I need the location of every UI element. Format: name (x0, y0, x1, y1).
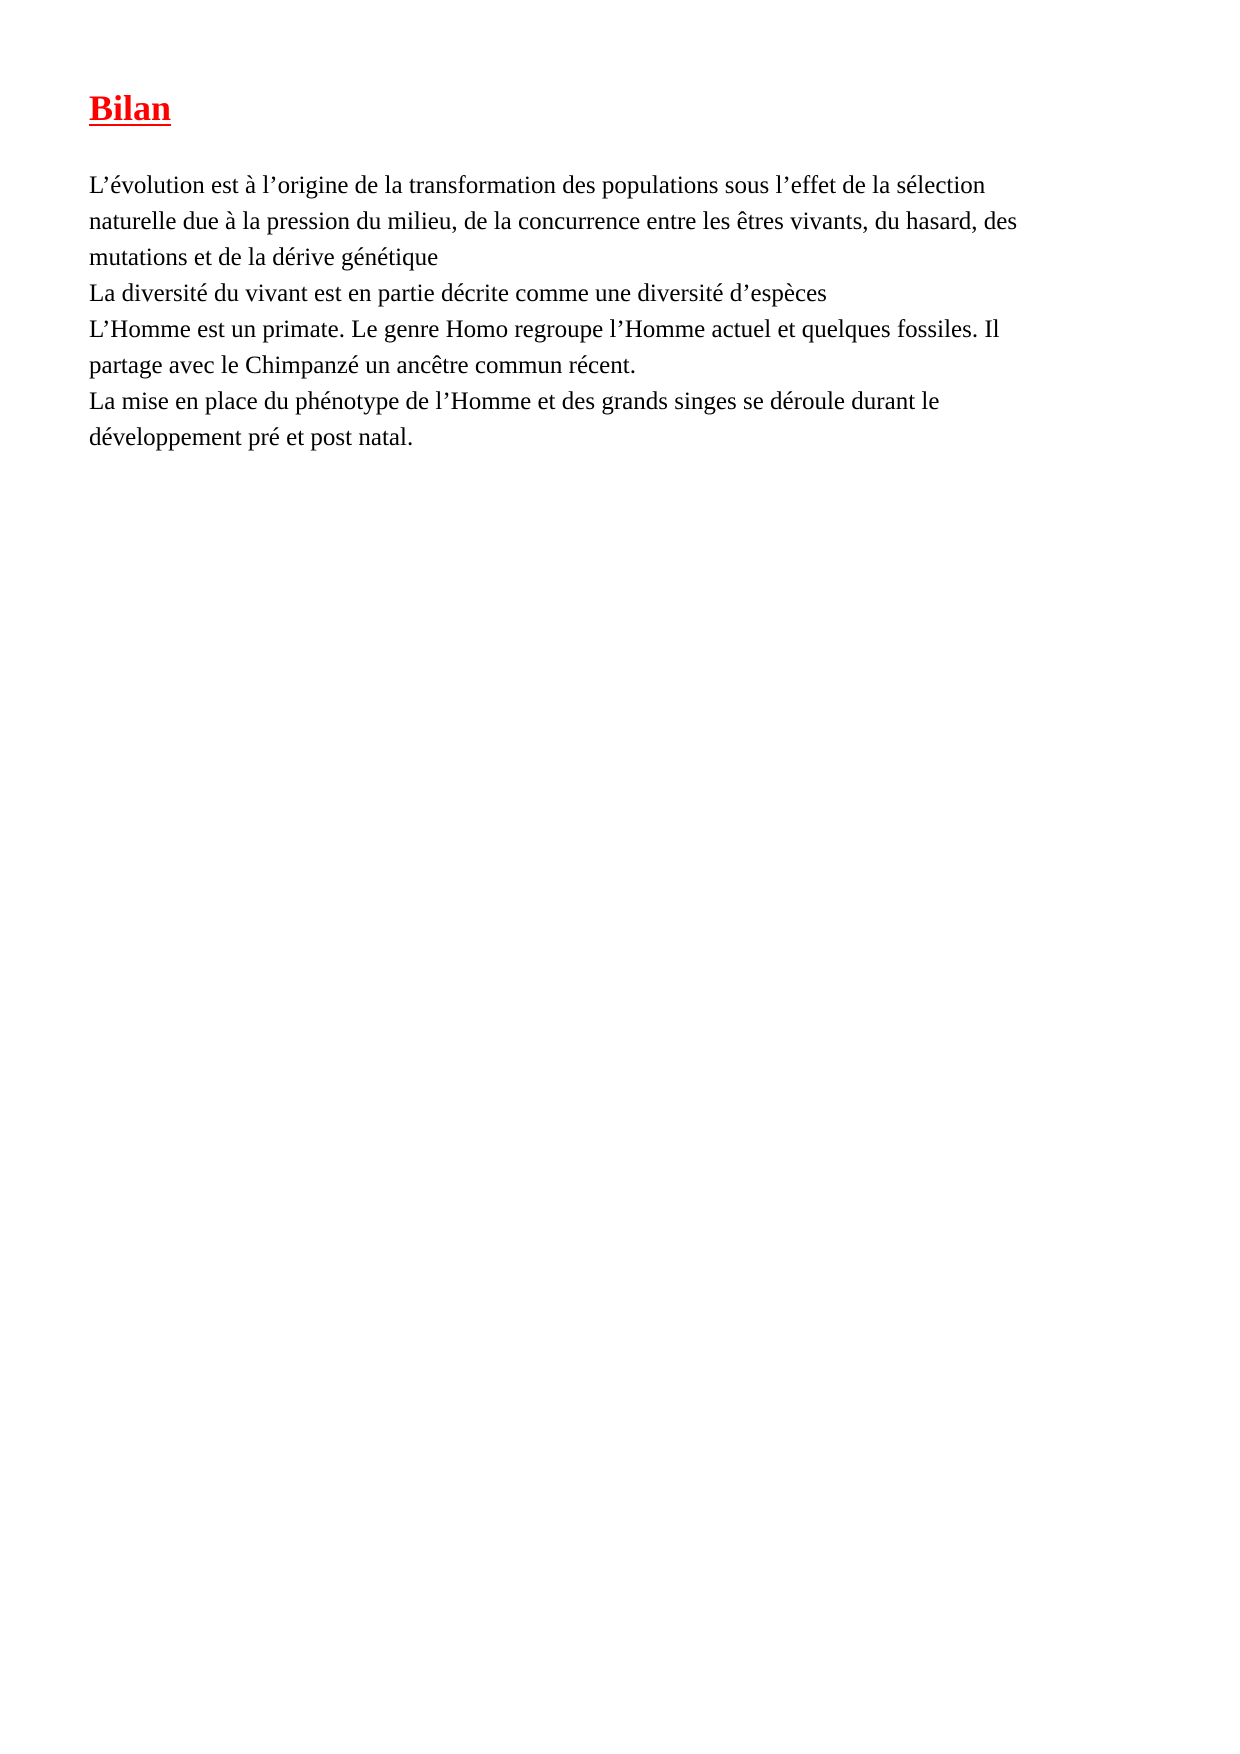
text-line: partage avec le Chimpanzé un ancêtre commun récent. (89, 352, 636, 379)
text-line: La mise en place du phénotype de l’Homme et des grands singes se déroule durant le (89, 388, 940, 415)
text-line: L’évolution est à l’origine de la transformation des populations sous l’effet de la sélection (89, 172, 986, 199)
text-line: L’Homme est un primate. Le genre Homo regroupe l’Homme actuel et quelques fossiles. Il (89, 316, 1000, 343)
text-line: développement pré et post natal. (89, 424, 414, 451)
text-line: mutations et de la dérive génétique (89, 244, 439, 271)
text-line: La diversité du vivant est en partie décrite comme une diversité d’espèces (89, 280, 827, 307)
text-line: naturelle due à la pression du milieu, de la concurrence entre les êtres vivants, du hasard, des (89, 208, 1018, 235)
summary-body (89, 168, 1169, 456)
page-title: Bilan (89, 88, 172, 128)
